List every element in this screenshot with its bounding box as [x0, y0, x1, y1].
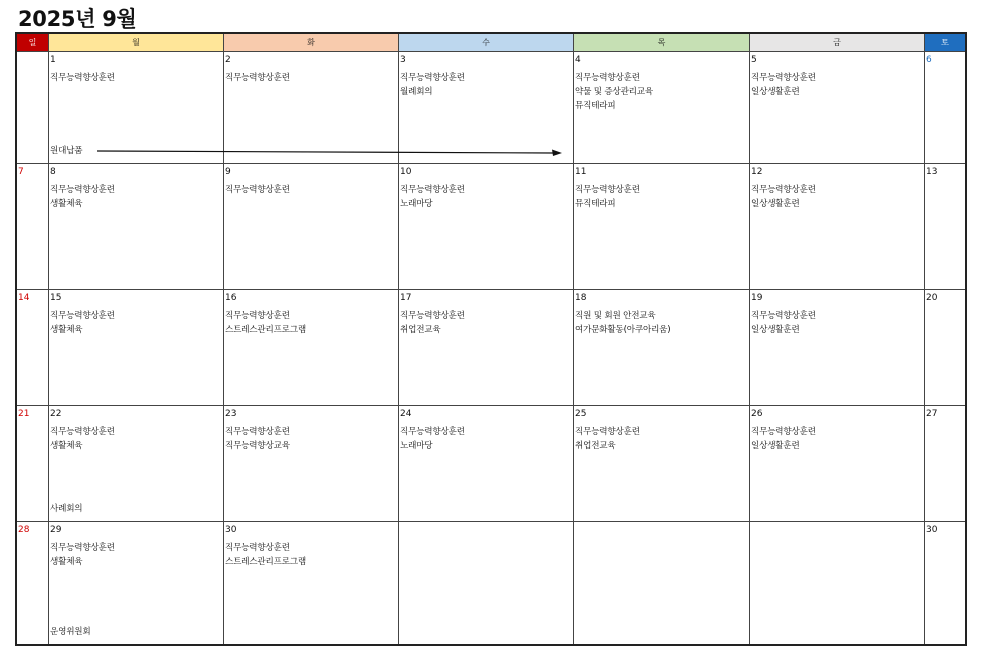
- event-item: 뮤직테라피: [575, 101, 616, 111]
- day-number: 23: [225, 409, 237, 419]
- day-cell[interactable]: [925, 164, 965, 290]
- event-item: 생활체육: [50, 441, 83, 451]
- day-number: 22: [50, 409, 62, 419]
- day-number: 27: [926, 409, 938, 419]
- day-number: 10: [400, 167, 412, 177]
- day-cell[interactable]: [925, 522, 965, 644]
- day-number: 25: [575, 409, 587, 419]
- day-cell[interactable]: [925, 52, 965, 164]
- day-cell[interactable]: [399, 164, 574, 290]
- right-arrow-icon: [97, 147, 562, 157]
- event-item: 뮤직테라피: [575, 199, 616, 209]
- event-item: 직무능력향상훈련: [50, 427, 115, 437]
- weekday-header-fri: 금: [750, 34, 925, 52]
- weekday-header-sun: 일: [17, 34, 49, 52]
- day-number: 12: [751, 167, 763, 177]
- event-item: 노래마당: [400, 199, 433, 209]
- event-item: 직무능력향상훈련: [575, 73, 640, 83]
- day-number: 4: [575, 55, 581, 65]
- weekday-header-thu: 목: [574, 34, 750, 52]
- day-number: 24: [400, 409, 412, 419]
- day-number: 29: [50, 525, 62, 535]
- event-item: 약물 및 증상관리교육: [575, 87, 653, 97]
- day-cell[interactable]: [17, 522, 49, 644]
- day-number: 28: [18, 525, 30, 535]
- event-item-bottom: 사례회의: [50, 504, 83, 514]
- event-item: 스트레스관리프로그램: [225, 325, 307, 335]
- day-cell[interactable]: [574, 52, 750, 164]
- day-number: 6: [926, 55, 932, 65]
- event-item: 직무능력향상훈련: [225, 73, 290, 83]
- event-item: 취업전교육: [575, 441, 616, 451]
- day-number: 30: [225, 525, 237, 535]
- day-cell[interactable]: [399, 522, 574, 644]
- day-number: 21: [18, 409, 30, 419]
- event-item: 노래마당: [400, 441, 433, 451]
- day-number: 13: [926, 167, 938, 177]
- day-cell[interactable]: [399, 290, 574, 406]
- day-cell[interactable]: [750, 406, 925, 522]
- day-cell[interactable]: [224, 290, 399, 406]
- day-number: 9: [225, 167, 231, 177]
- weekday-header-tue: 화: [224, 34, 399, 52]
- event-item: 직무능력향상훈련: [400, 427, 465, 437]
- event-item: 직무능력향상훈련: [575, 185, 640, 195]
- event-item: 직무능력향상훈련: [751, 73, 816, 83]
- day-cell[interactable]: [750, 164, 925, 290]
- day-number: 26: [751, 409, 763, 419]
- day-cell[interactable]: [574, 164, 750, 290]
- event-item: 생활체육: [50, 557, 83, 567]
- day-cell[interactable]: [750, 522, 925, 644]
- day-cell[interactable]: [17, 406, 49, 522]
- day-cell[interactable]: [925, 406, 965, 522]
- day-cell[interactable]: [399, 406, 574, 522]
- day-cell[interactable]: [574, 290, 750, 406]
- event-item-bottom: 원대납품: [50, 146, 83, 156]
- day-cell[interactable]: [49, 522, 224, 644]
- day-number: 11: [575, 167, 587, 177]
- day-cell[interactable]: [17, 164, 49, 290]
- event-item: 스트레스관리프로그램: [225, 557, 307, 567]
- monthly-calendar: [15, 32, 967, 646]
- day-cell[interactable]: [17, 290, 49, 406]
- event-item: 직무능력향상훈련: [400, 185, 465, 195]
- day-cell[interactable]: [224, 522, 399, 644]
- day-number: 18: [575, 293, 587, 303]
- event-item: 직무능력향상훈련: [575, 427, 640, 437]
- event-item: 취업전교육: [400, 325, 441, 335]
- day-number: 7: [18, 167, 24, 177]
- weekday-header-mon: 월: [49, 34, 224, 52]
- day-cell[interactable]: [224, 406, 399, 522]
- day-cell[interactable]: [224, 164, 399, 290]
- day-cell[interactable]: [750, 52, 925, 164]
- event-item: 직무능력향상훈련: [50, 73, 115, 83]
- event-item: 일상생활훈련: [751, 87, 800, 97]
- event-item: 직무능력향상훈련: [225, 543, 290, 553]
- event-item: 직무능력향상훈련: [751, 427, 816, 437]
- event-item: 직무능력향상훈련: [50, 543, 115, 553]
- day-number: 14: [18, 293, 30, 303]
- event-item: 직무능력향상훈련: [400, 73, 465, 83]
- event-item: 생활체육: [50, 325, 83, 335]
- event-item: 직무능력향상교육: [225, 441, 290, 451]
- event-item: 직무능력향상훈련: [50, 311, 115, 321]
- day-cell[interactable]: [574, 522, 750, 644]
- day-cell[interactable]: [49, 290, 224, 406]
- day-number: 2: [225, 55, 231, 65]
- event-item: 직무능력향상훈련: [225, 185, 290, 195]
- day-number: 19: [751, 293, 763, 303]
- event-item: 일상생활훈련: [751, 199, 800, 209]
- day-number: 30: [926, 525, 938, 535]
- day-cell[interactable]: [750, 290, 925, 406]
- event-item: 생활체육: [50, 199, 83, 209]
- event-item: 직무능력향상훈련: [751, 185, 816, 195]
- event-item: 직무능력향상훈련: [225, 311, 290, 321]
- day-number: 5: [751, 55, 757, 65]
- event-item: 직무능력향상훈련: [751, 311, 816, 321]
- day-number: 8: [50, 167, 56, 177]
- weekday-header-sat: 토: [925, 34, 965, 52]
- event-item: 여가문화활동(아쿠아리움): [575, 325, 671, 335]
- day-cell[interactable]: [49, 164, 224, 290]
- event-item: 직무능력향상훈련: [225, 427, 290, 437]
- day-cell[interactable]: [925, 290, 965, 406]
- event-item-bottom: 운영위원회: [50, 627, 91, 637]
- day-number: 1: [50, 55, 56, 65]
- day-number: 20: [926, 293, 938, 303]
- day-cell[interactable]: [49, 406, 224, 522]
- day-number: 3: [400, 55, 406, 65]
- event-item: 직무능력향상훈련: [50, 185, 115, 195]
- weekday-header-wed: 수: [399, 34, 574, 52]
- event-item: 직무능력향상훈련: [400, 311, 465, 321]
- day-number: 17: [400, 293, 412, 303]
- day-number: 15: [50, 293, 62, 303]
- event-item: 직원 및 회원 안전교육: [575, 311, 656, 321]
- event-item: 일상생활훈련: [751, 325, 800, 335]
- event-item: 월례회의: [400, 87, 433, 97]
- day-cell[interactable]: [17, 52, 49, 164]
- day-cell[interactable]: [574, 406, 750, 522]
- page-title: 2025년 9월: [18, 7, 137, 31]
- day-number: 16: [225, 293, 237, 303]
- event-item: 일상생활훈련: [751, 441, 800, 451]
